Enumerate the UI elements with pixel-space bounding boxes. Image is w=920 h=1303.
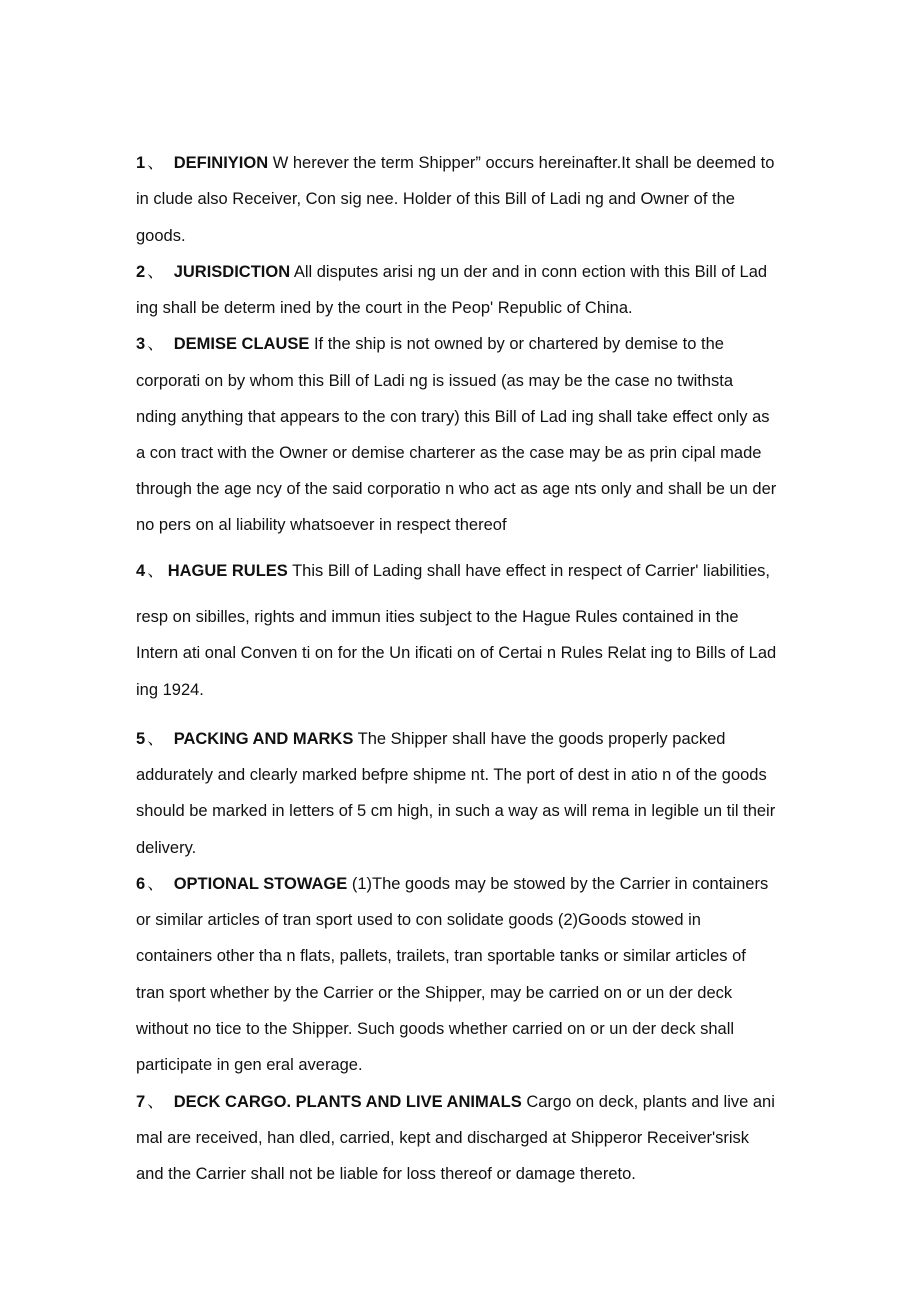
clause-text: resp on sibilles, rights and immun ities subject to the Hague Rules contained in the	[136, 608, 739, 626]
clause-3-line-6	[136, 515, 507, 535]
clause-separator: 、	[147, 875, 164, 893]
clause-6-line-5	[136, 1019, 734, 1039]
clause-text: no pers on al liability whatsoever in respect thereof	[136, 516, 507, 534]
clause-number: 3	[136, 335, 146, 353]
clause-text: ing 1924.	[136, 681, 204, 699]
clause-text: Intern ati onal Conven ti on for the Un ificati on of Certai n Rules Relat ing to Bills of Lad	[136, 644, 777, 662]
clause-text: should be marked in letters of 5 cm high, in such a way as will rema in legible un til their	[136, 802, 776, 820]
clause-heading: HAGUE RULES	[167, 562, 288, 580]
clause-1-line-1	[136, 153, 774, 173]
clause-text: or similar articles of tran sport used to con solidate goods (2)Goods stowed in	[136, 911, 701, 929]
clause-separator: 、	[147, 730, 164, 748]
clause-6-line-1	[136, 874, 768, 894]
clause-text: and the Carrier shall not be liable for loss thereof or damage thereto.	[136, 1165, 636, 1183]
clause-heading: OPTIONAL STOWAGE	[173, 875, 348, 893]
clause-3-line-3	[136, 407, 770, 427]
clause-3-line-1	[136, 334, 724, 354]
clause-text: delivery.	[136, 839, 197, 857]
clause-text: through the age ncy of the said corporatio n who act as age nts only and shall be un der	[136, 480, 777, 498]
clause-number: 4	[136, 562, 146, 580]
clause-5-line-3	[136, 801, 775, 821]
clause-text: All disputes arisi ng un der and in conn ection with this Bill of Lad	[293, 263, 768, 281]
clause-separator: 、	[147, 335, 164, 353]
clause-text: containers other tha n flats, pallets, trailets, tran sportable tanks or similar articles of	[136, 947, 746, 965]
clause-separator: 、	[147, 1093, 164, 1111]
clause-number: 1	[136, 154, 146, 172]
clause-3-line-5	[136, 479, 776, 499]
clause-heading: DECK CARGO. PLANTS AND LIVE ANIMALS	[173, 1093, 522, 1111]
clause-5-line-4	[136, 838, 196, 858]
clause-text: nding anything that appears to the con trary) this Bill of Lad ing shall take effect only as	[136, 408, 770, 426]
clause-text: without no tice to the Shipper. Such goods whether carried on or un der deck shall	[136, 1020, 735, 1038]
clause-heading: DEMISE CLAUSE	[173, 335, 310, 353]
clause-6-line-4	[136, 983, 732, 1003]
clause-number: 5	[136, 730, 146, 748]
clause-separator: 、	[147, 562, 164, 580]
clause-text: participate in gen eral average.	[136, 1056, 363, 1074]
clause-text: a con tract with the Owner or demise charterer as the case may be as prin cipal made	[136, 444, 762, 462]
clause-3-line-2	[136, 371, 733, 391]
clause-1-line-3	[136, 226, 186, 246]
clause-1-line-2	[136, 189, 735, 209]
clause-4-line-3	[136, 643, 776, 663]
clause-text: The Shipper shall have the goods properly packed	[357, 730, 726, 748]
clause-text: This Bill of Lading shall have effect in respect of Carrier' liabilities,	[292, 562, 770, 580]
clause-6-line-3	[136, 946, 746, 966]
clause-7-line-2	[136, 1128, 749, 1148]
clause-text: Cargo on deck, plants and live ani	[526, 1093, 775, 1111]
clause-text: in clude also Receiver, Con sig nee. Holder of this Bill of Ladi ng and Owner of the	[136, 190, 735, 208]
clause-text: corporati on by whom this Bill of Ladi ng is issued (as may be the case no twithsta	[136, 372, 734, 390]
clause-number: 7	[136, 1093, 146, 1111]
clause-text: ing shall be determ ined by the court in the Peop' Republic of China.	[136, 299, 633, 317]
clause-number: 6	[136, 875, 146, 893]
clause-4-line-2	[136, 607, 739, 627]
clause-4-line-4	[136, 680, 204, 700]
clause-separator: 、	[147, 263, 164, 281]
clause-3-line-4	[136, 443, 761, 463]
clause-text: tran sport whether by the Carrier or the Shipper, may be carried on or un der deck	[136, 984, 733, 1002]
clause-2-line-2	[136, 298, 633, 318]
clause-7-line-1	[136, 1092, 775, 1112]
clause-separator: 、	[147, 154, 164, 172]
clause-2-line-1	[136, 262, 767, 282]
clause-text: (1)The goods may be stowed by the Carrier in containers	[351, 875, 769, 893]
clause-heading: JURISDICTION	[173, 263, 291, 281]
clause-5-line-2	[136, 765, 767, 785]
clause-text: mal are received, han dled, carried, kept and discharged at Shipperor Receiver'srisk	[136, 1129, 750, 1147]
clause-number: 2	[136, 263, 146, 281]
clause-text: W herever the term Shipper” occurs hereinafter.It shall be deemed to	[272, 154, 775, 172]
clause-6-line-6	[136, 1055, 363, 1075]
clause-heading: PACKING AND MARKS	[173, 730, 354, 748]
clause-text: goods.	[136, 227, 186, 245]
clause-text: addurately and clearly marked befpre shipme nt. The port of dest in atio n of the goods	[136, 766, 767, 784]
clause-text: If the ship is not owned by or chartered by demise to the	[313, 335, 724, 353]
clause-7-line-3	[136, 1164, 636, 1184]
clause-4-line-1	[136, 561, 770, 581]
clause-heading: DEFINIYION	[173, 154, 269, 172]
clause-6-line-2	[136, 910, 701, 930]
clause-5-line-1	[136, 729, 725, 749]
